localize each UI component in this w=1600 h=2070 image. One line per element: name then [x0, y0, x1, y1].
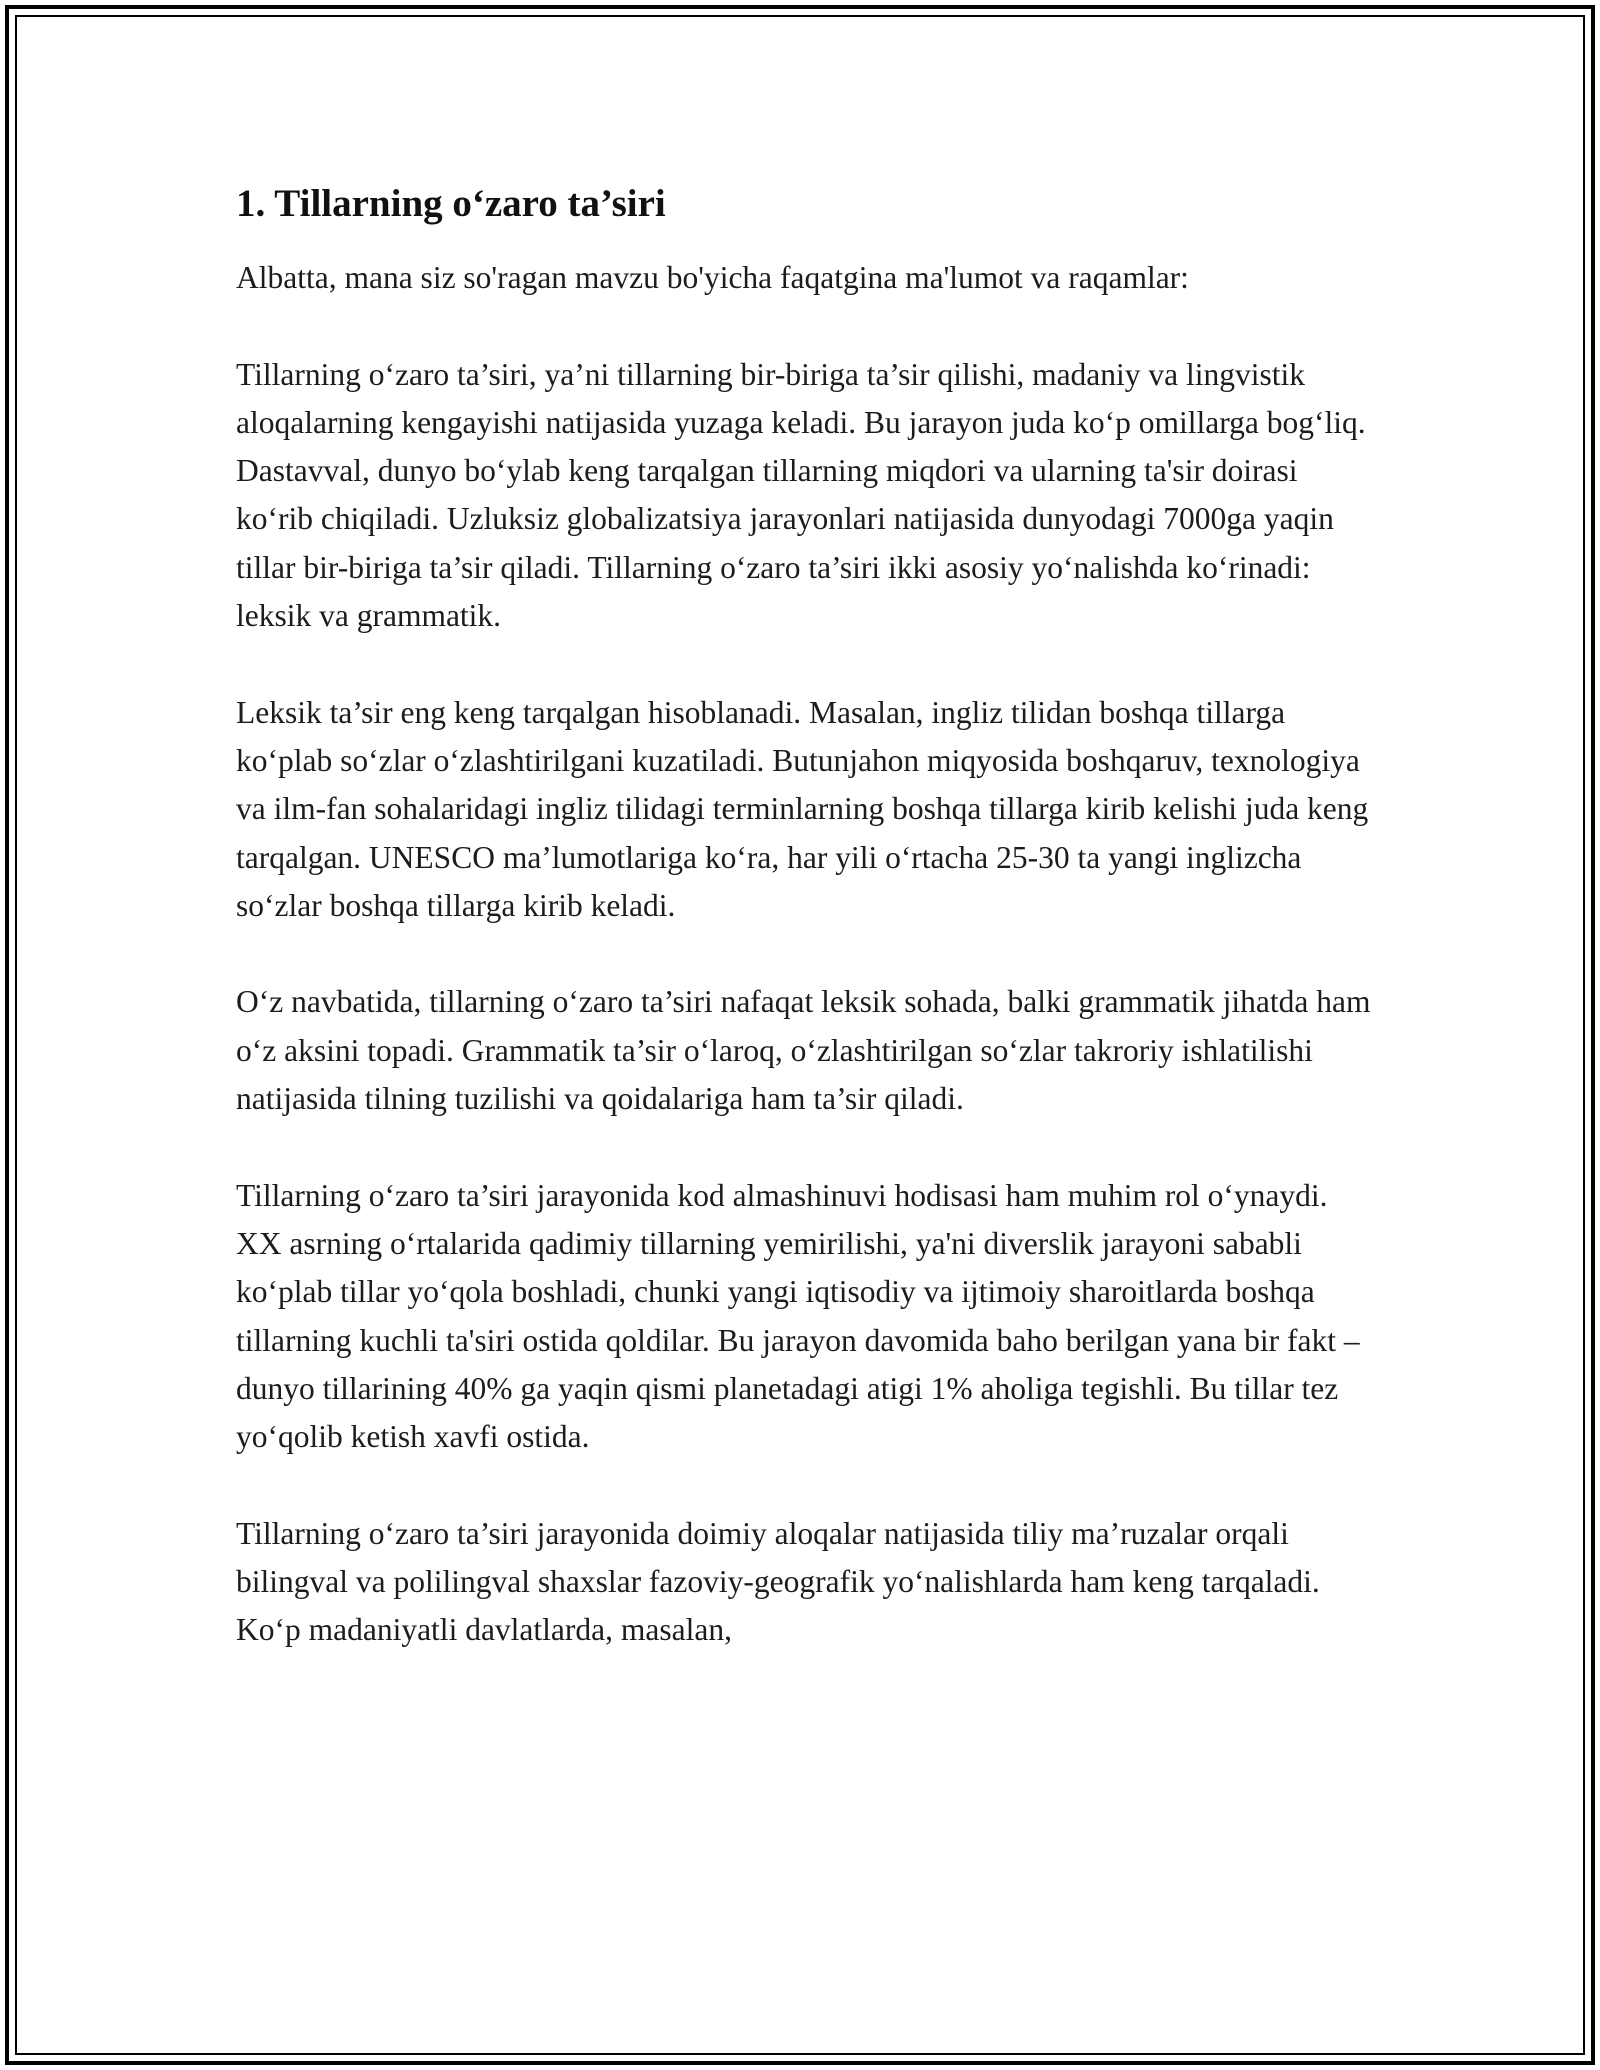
- paragraph: O‘z navbatida, tillarning o‘zaro ta’siri nafaqat leksik sohada, balki grammatik jihatda ham o‘z aksini topadi. Grammatik ta’sir o‘laroq, o‘zlashtirilgan so‘zlar takroriy ishlatilishi natijasida tilning tuzilishi va qoidalariga ham ta’sir qiladi.: [236, 984, 1371, 1117]
- paragraph: Tillarning o‘zaro ta’siri, ya’ni tillarning bir-biriga ta’sir qilishi, madaniy va lingvistik aloqalarning kengayishi natijasida yuzaga keladi. Bu jarayon juda ko‘p omillarga bog‘liq. Dastavval, dunyo bo‘ylab keng tarqalgan tillarning miqdori va ularning ta'sir doirasi ko‘rib chiqiladi. Uzluksiz globalizatsiya jarayonlari natijasida dunyodagi 7000ga yaqin tillar bir-biriga ta’sir qiladi. Tillarning o‘zaro ta’siri ikki asosiy yo‘nalishda ko‘rinadi: leksik va grammatik.: [236, 356, 1366, 634]
- document-body: [236, 180, 1371, 1703]
- paragraph: Tillarning o‘zaro ta’siri jarayonida kod almashinuvi hodisasi ham muhim rol o‘ynaydi. XX asrning o‘rtalarida qadimiy tillarning yemirilishi, ya'ni diverslik jarayoni sababli ko‘plab tillar yo‘qola boshladi, chunki yangi iqtisodiy va ijtimoiy sharoitlarda boshqa tillarning kuchli ta'siri ostida qoldilar. Bu jarayon davomida baho berilgan yana bir fakt – dunyo tillarining 40% ga yaqin qismi planetadagi atigi 1% aholiga tegishli. Bu tillar tez yo‘qolib ketish xavfi ostida.: [236, 1177, 1360, 1455]
- paragraph: Leksik ta’sir eng keng tarqalgan hisoblanadi. Masalan, ingliz tilidan boshqa tillarga ko‘plab so‘zlar o‘zlashtirilgani kuzatiladi. Butunjahon miqyosida boshqaruv, texnologiya va ilm-fan sohalaridagi ingliz tilidagi terminlarning boshqa tillarga kirib kelishi juda keng tarqalgan. UNESCO ma’lumotlariga ko‘ra, har yili o‘rtacha 25-30 ta yangi inglizcha so‘zlar boshqa tillarga kirib keladi.: [236, 694, 1369, 923]
- paragraph: Tillarning o‘zaro ta’siri jarayonida doimiy aloqalar natijasida tiliy ma’ruzalar orqali bilingval va polilingval shaxslar fazoviy-geografik yo‘nalishlarda ham keng tarqaladi. Ko‘p madaniyatli davlatlarda, masalan,: [236, 1515, 1320, 1648]
- section-heading: 1. Tillarning o‘zaro ta’siri: [236, 182, 666, 225]
- intro-paragraph: Albatta, mana siz so'ragan mavzu bo'yicha faqatgina ma'lumot va raqamlar:: [236, 260, 1189, 295]
